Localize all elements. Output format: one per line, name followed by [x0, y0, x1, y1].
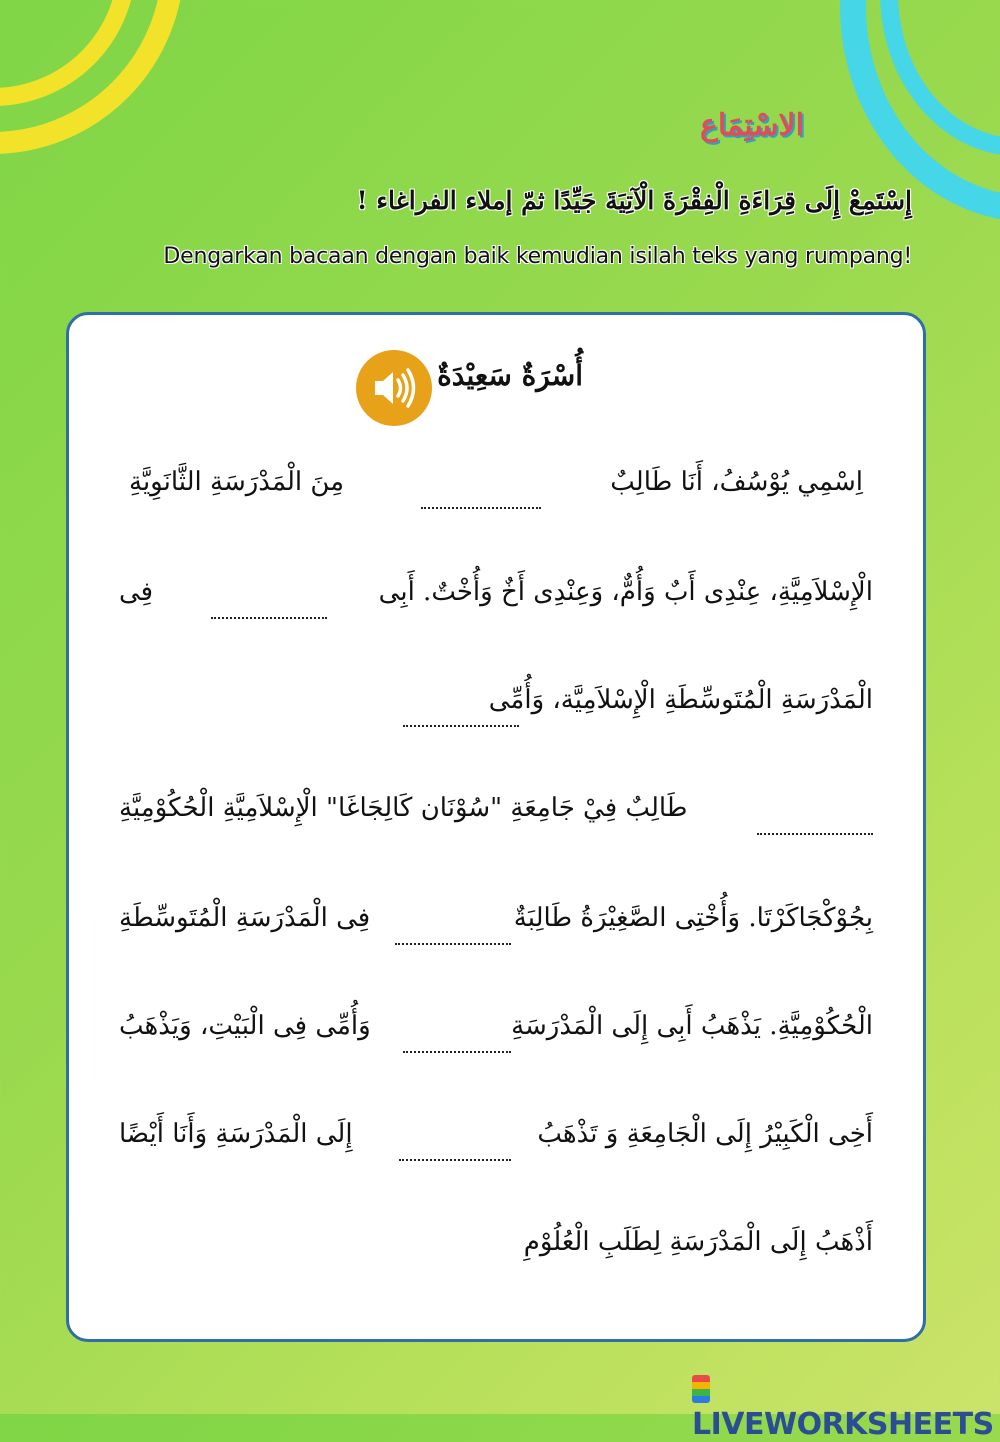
- instruction-indonesian: Dengarkan bacaan dengan baik kemudian isilah teks yang rumpang!: [163, 244, 912, 269]
- line-7-right-text: أَخِى الْكَبِيْرُ إِلَى الْجَامِعَةِ وَ تَذْهَبُ: [537, 1119, 873, 1149]
- worksheet-card: [66, 312, 926, 1342]
- line-1-right-text: اِسْمِي يُوْسُفُ، أَنَا طَالِبٌ: [610, 467, 863, 497]
- liveworksheets-logo: [692, 1372, 1000, 1442]
- audio-play-button[interactable]: [356, 350, 432, 426]
- instruction-arabic: إِسْتَمِعْ إِلَى قِرَاءَةِ الْفِقْرَةَ الْآتِيَةَ جَيِّدًا ثمّ إملاء الفراغاء !: [356, 186, 912, 215]
- line-4-left-text: طَالِبٌ فِيْ جَامِعَةِ "سُوْنَان كَالِجَاغَا" الْإِسْلاَمِيَّةِ الْحُكُوْمِيَّةِ: [119, 793, 688, 823]
- liveworksheets-icon: [692, 1375, 710, 1403]
- line-2-right-text: الْإِسْلاَمِيَّةِ، عِنْدِى أَبٌ وَأُمٌّ، وَعِنْدِى أَخٌ وَأُخْتٌ. أَبِى: [378, 577, 873, 607]
- line-1-left-text: مِنَ الْمَدْرَسَةِ الثَّانَوِيَّةِ: [129, 467, 345, 497]
- text-line-3: [119, 685, 873, 735]
- section-title: الاسْتِمَاع: [699, 108, 804, 143]
- speaker-icon: [369, 363, 419, 413]
- line-5-left-text: فِى الْمَدْرَسَةِ الْمُتَوسِّطَةِ: [119, 903, 371, 933]
- blank-4[interactable]: [757, 819, 873, 835]
- line-2-left-text: فِى: [119, 577, 154, 607]
- line-6-right-text: الْحُكُوْمِيَّةِ. يَذْهَبُ أَبِى إِلَى الْمَدْرَسَةِ: [511, 1011, 873, 1041]
- line-5-right-text: بِجُوْكْجَاكَرْتَا. وَأُخْتِى الصَّغِيْرَةُ طَالِبَةٌ: [513, 903, 873, 933]
- line-7-left-text: إِلَى الْمَدْرَسَةِ وَأَنَا أَيْضًا: [119, 1119, 353, 1149]
- blank-3[interactable]: [403, 711, 519, 727]
- blank-7[interactable]: [399, 1145, 511, 1161]
- blank-6[interactable]: [403, 1037, 511, 1053]
- text-line-5: [119, 903, 873, 953]
- text-line-4: [119, 793, 873, 843]
- story-title: أُسْرَةٌ سَعِيْدَةٌ: [437, 359, 583, 392]
- line-8-right-text: أَذْهَبُ إِلَى الْمَدْرَسَةِ لِطَلَبِ الْعُلُوْمِ: [523, 1227, 873, 1257]
- text-line-2: [119, 577, 873, 627]
- blank-1[interactable]: [421, 493, 541, 509]
- text-line-6: [119, 1011, 873, 1061]
- text-line-8: [119, 1227, 873, 1277]
- blank-5[interactable]: [395, 929, 511, 945]
- line-3-right-text: الْمَدْرَسَةِ الْمُتَوسِّطَةِ الْإِسْلاَمِيَّة، وَأُمِّى: [488, 685, 873, 715]
- text-line-7: [119, 1119, 873, 1169]
- liveworksheets-logo-text: LIVEWORKSHEETS: [692, 1407, 994, 1442]
- line-6-left-text: وَأُمِّى فِى الْبَيْتِ، وَيَذْهَبُ: [119, 1011, 371, 1041]
- text-line-1: [119, 467, 873, 517]
- blank-2[interactable]: [211, 603, 327, 619]
